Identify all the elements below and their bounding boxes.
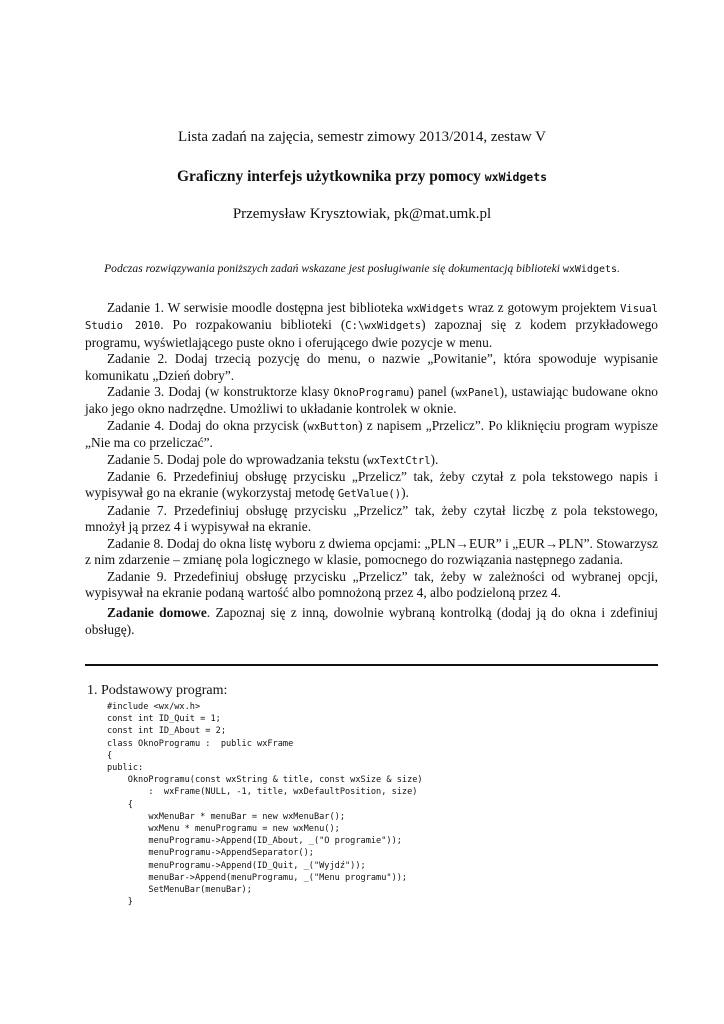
task-1-text-d: . Po rozpakowaniu biblioteki (	[160, 317, 346, 333]
task-1-code-3: C:\wxWidgets	[345, 320, 422, 333]
abstract-code: wxWidgets	[562, 264, 618, 275]
document-author: Przemysław Krysztowiak, pk@mat.umk.pl	[232, 206, 492, 222]
task-4-text-b: ) z napisem „Przelicz”. Po kliknięciu program wypisze „Nie ma co przeliczać”.	[85, 417, 658, 451]
homework-task	[85, 605, 658, 638]
subtitle-text: Graficzny interfejs użytkownika przy pomocy	[176, 168, 485, 185]
task-3-text-d: ), ustawiając budowane okno jako jego okno nadrzędne. Umożliwi to układanie kontrolek w oknie.	[85, 384, 658, 417]
code-line: const int ID_Quit = 1;	[107, 714, 221, 725]
task-2: Zadanie 2. Dodaj trzecią pozycję do menu, o nazwie „Powitanie”, która spowoduje wypisanie komunikatu „Dzień dobry”.	[85, 351, 658, 383]
task-1	[85, 300, 658, 351]
task-1-text-a: Zadanie 1. W serwisie moodle dostępna jest biblioteka	[107, 300, 408, 315]
code-line: OknoProgramu(const wxString & title, const wxSize & size)	[107, 775, 423, 786]
code-line: SetMenuBar(menuBar);	[107, 885, 252, 896]
task-5	[85, 452, 658, 469]
code-line: wxMenu * menuProgramu = new wxMenu();	[107, 824, 340, 835]
task-3	[85, 384, 658, 418]
task-3-text-a: Zadanie 3. Dodaj (w konstruktorze klasy	[107, 384, 334, 400]
task-5-text-b: ).	[430, 451, 439, 467]
code-line: menuBar->Append(menuProgramu, _("Menu programu"));	[107, 872, 408, 883]
code-line: {	[107, 750, 113, 761]
document-title: Lista zadań na zajęcia, semestr zimowy 2013/2014, zestaw V	[178, 129, 546, 145]
code-line: }	[107, 897, 133, 908]
task-3-code-2: wxPanel	[455, 387, 500, 400]
task-3-code-1: OknoProgramu	[333, 387, 410, 400]
document-subtitle	[0, 168, 724, 186]
task-5-text-a: Zadanie 5. Dodaj pole do wprowadzania tekstu (	[107, 451, 368, 467]
code-line: menuProgramu->AppendSeparator();	[107, 848, 314, 859]
abstract-text: Podczas rozwiązywania poniższych zadań wskazane jest posługiwanie się dokumentacją biblioteki	[104, 262, 563, 275]
task-8: Zadanie 8. Dodaj do okna listę wyboru z dwiema opcjami: „PLN→EUR” i „EUR→PLN”. Stowarzysz z nim zdarzenie – zmianę pola logicznego w klasie, pomocnego do rozwiązania następnego zadania.	[85, 535, 658, 568]
code-line: public:	[107, 763, 144, 774]
task-6-code-1: GetValue()	[337, 488, 402, 501]
code-line: {	[107, 799, 133, 810]
section-divider	[85, 664, 658, 666]
code-line: menuProgramu->Append(ID_Quit, _("Wyjdź"));	[107, 860, 366, 871]
task-4-code-1: wxButton	[307, 420, 359, 433]
abstract	[60, 262, 664, 275]
homework-label: Zadanie domowe	[107, 605, 207, 621]
code-line: #include <wx/wx.h>	[107, 702, 201, 712]
task-list	[85, 300, 658, 638]
task-4-text-a: Zadanie 4. Dodaj do okna przycisk (	[107, 417, 308, 433]
task-1-text-e: ) zapoznaj się z kodem przykładowego programu, wyświetlającego puste okno i oferującego dwie pozycje w menu.	[85, 317, 658, 350]
code-line: const int ID_About = 2;	[107, 726, 226, 737]
task-5-code-1: wxTextCtrl	[367, 454, 431, 467]
code-line: menuProgramu->Append(ID_About, _("O programie"));	[107, 836, 402, 847]
code-listing	[107, 701, 423, 908]
code-line: wxMenuBar * menuBar = new wxMenuBar();	[107, 811, 345, 822]
task-6	[85, 469, 658, 503]
task-6-text-b: ).	[401, 485, 409, 501]
task-1-text-b: wraz z gotowym projektem	[463, 300, 621, 315]
task-1-code-2: Visual Studio 2010	[85, 303, 659, 333]
homework-text: . Zapoznaj się z inną, dowolnie wybraną kontrolką (dodaj ją do okna i zdefiniuj obsługę).	[85, 605, 658, 637]
task-6-text-a: Zadanie 6. Przedefiniuj obsługę przycisku „Przelicz” tak, żeby czytał z pola tekstowego napis i wypisywał go na ekranie (wykorzystaj metodę	[85, 469, 658, 501]
subtitle-code: wxWidgets	[484, 170, 548, 184]
task-1-code-1: wxWidgets	[407, 303, 464, 315]
task-7: Zadanie 7. Przedefiniuj obsługę przycisku „Przelicz” tak, żeby czytał liczbę z pola tekstowego, mnożył ją przez 4 i wypisywał na ekranie.	[85, 502, 658, 535]
code-line: class OknoProgramu : public wxFrame	[107, 738, 294, 749]
section-heading: 1. Podstawowy program:	[87, 683, 228, 698]
task-3-text-b: ) panel (	[409, 384, 456, 400]
abstract-end: .	[617, 262, 620, 275]
task-4	[85, 418, 658, 452]
code-line: : wxFrame(NULL, -1, title, wxDefaultPosition, size)	[107, 787, 418, 798]
task-9: Zadanie 9. Przedefiniuj obsługę przycisku „Przelicz” tak, żeby w zależności od wybranej opcji, wypisywał na ekranie podaną wartość albo pomnożoną przez 4, albo podzieloną przez 4.	[85, 568, 658, 600]
